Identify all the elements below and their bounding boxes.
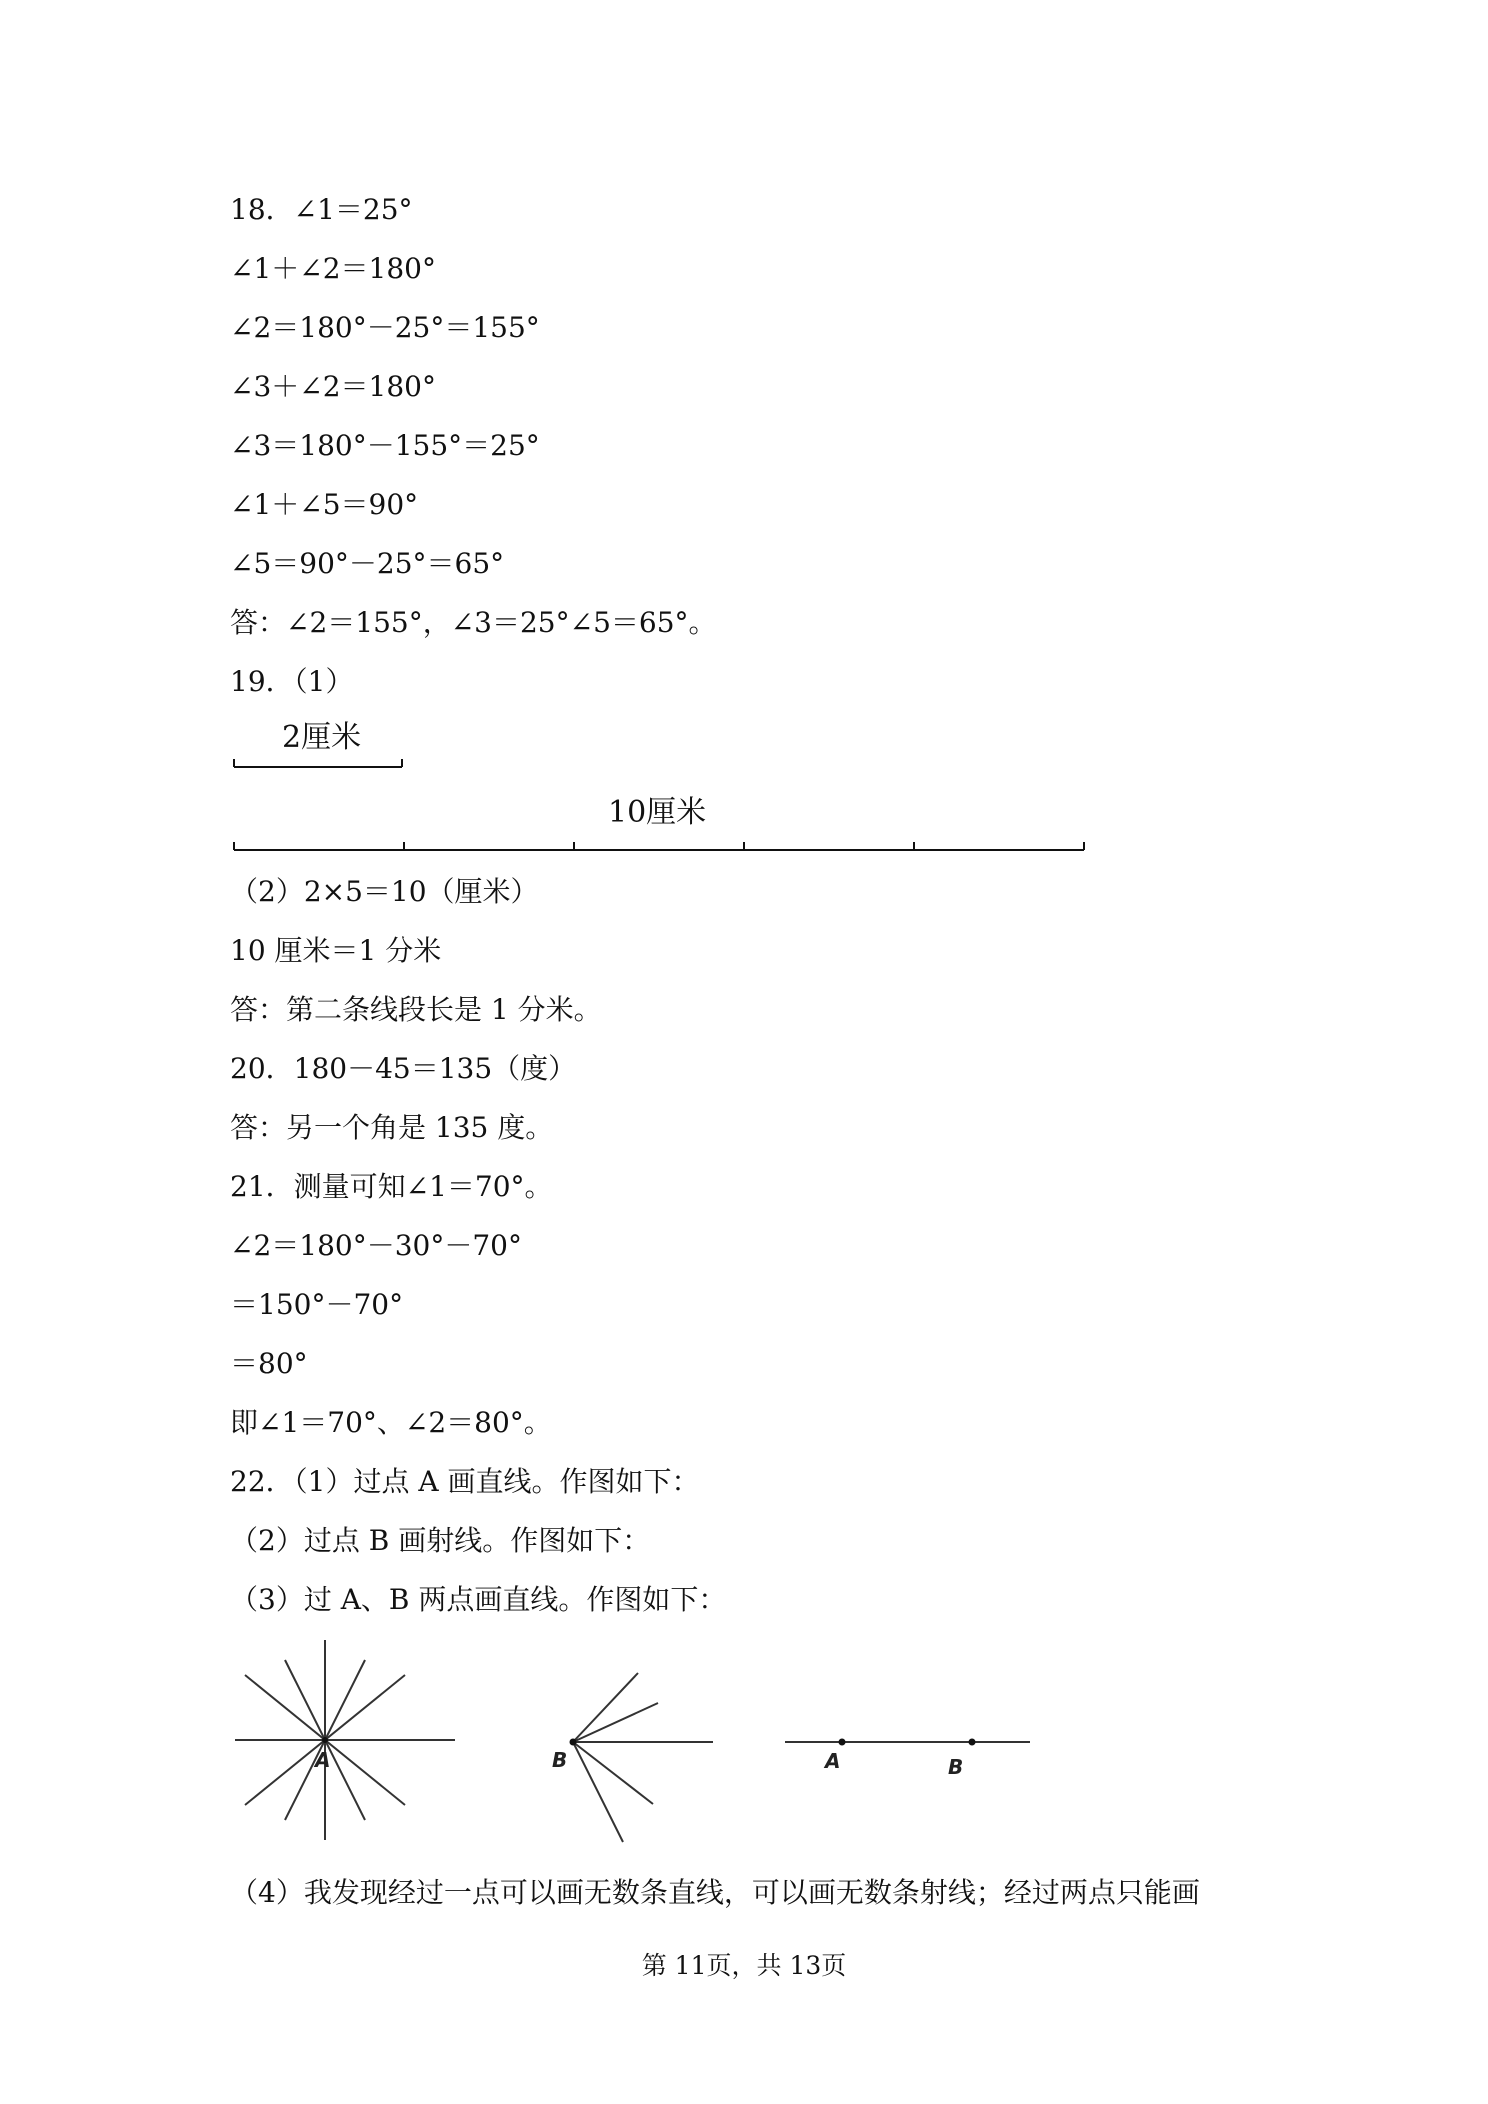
q18-line-5: ∠3＝180°－155°＝25° <box>230 429 540 462</box>
q19-line-2: 10 厘米＝1 分米 <box>230 934 442 967</box>
long-segment <box>230 838 1100 858</box>
q22-conclusion: （4）我发现经过一点可以画无数条直线，可以画无数条射线；经过两点只能画 <box>230 1876 1200 1909</box>
q21-line-2: ∠2＝180°－30°－70° <box>230 1229 522 1262</box>
q18-answer: 答：∠2＝155°，∠3＝25°∠5＝65°。 <box>230 606 717 639</box>
page-footer: 第 11页，共 13页 <box>641 1951 847 1980</box>
q21-line-4: ＝80° <box>230 1347 308 1380</box>
line-through-ab-figure <box>780 1720 1040 1780</box>
q21-line-3: ＝150°－70° <box>230 1288 404 1321</box>
figure-label-b: B <box>552 1748 568 1772</box>
short-segment <box>230 755 410 775</box>
q22-line-1: 22．（1）过点 A 画直线。作图如下： <box>230 1465 700 1498</box>
rays-from-b-figure <box>540 1665 720 1850</box>
q18-line-1: 18．∠1＝25° <box>230 193 413 226</box>
figure-label-line-b: B <box>948 1755 964 1779</box>
q18-line-4: ∠3＋∠2＝180° <box>230 370 436 403</box>
q18-line-7: ∠5＝90°－25°＝65° <box>230 547 505 580</box>
figure-label-line-a: A <box>825 1749 841 1773</box>
q19-answer: 答：第二条线段长是 1 分米。 <box>230 993 602 1026</box>
q18-line-2: ∠1＋∠2＝180° <box>230 252 436 285</box>
q18-line-6: ∠1＋∠5＝90° <box>230 488 419 521</box>
q21-answer: 即∠1＝70°、∠2＝80°。 <box>230 1406 552 1439</box>
figure-label-a: A <box>315 1748 331 1772</box>
q18-line-3: ∠2＝180°－25°＝155° <box>230 311 540 344</box>
q21-line-1: 21．测量可知∠1＝70°。 <box>230 1170 553 1203</box>
q20-line-1: 20．180－45＝135（度） <box>230 1052 577 1085</box>
q19-line-1: （2）2×5＝10（厘米） <box>230 875 539 908</box>
q20-answer: 答：另一个角是 135 度。 <box>230 1111 554 1144</box>
q22-line-2: （2）过点 B 画射线。作图如下： <box>230 1524 651 1557</box>
long-segment-label: 10厘米 <box>608 795 707 830</box>
short-segment-label: 2厘米 <box>282 720 362 755</box>
q22-line-3: （3）过 A、B 两点画直线。作图如下： <box>230 1583 727 1616</box>
lines-through-a-figure <box>230 1635 460 1845</box>
q19-part1: 19．（1） <box>230 665 354 698</box>
